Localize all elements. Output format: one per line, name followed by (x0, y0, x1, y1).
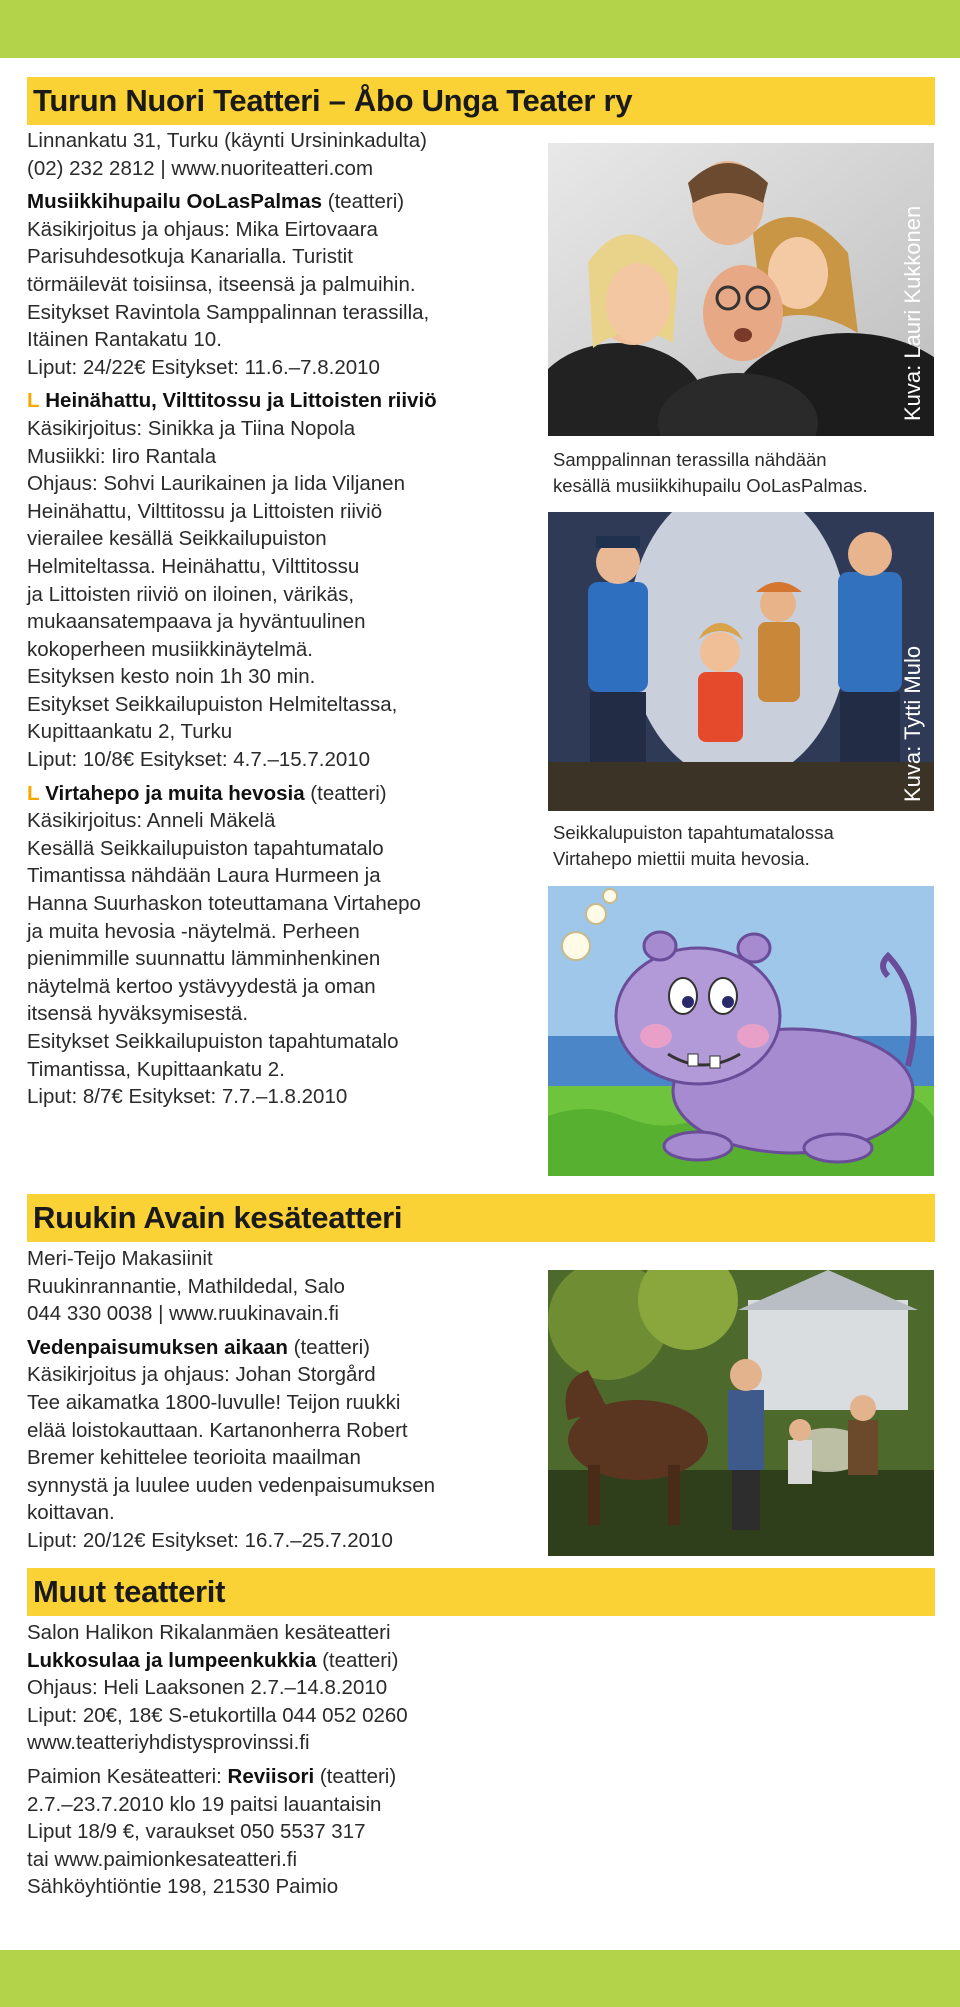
show1-line: Esitykset Ravintola Samppalinnan terassilla, (27, 300, 430, 324)
ruukin-line: 044 330 0038 | www.ruukinavain.fi (27, 1302, 339, 1326)
ruukin-show-line: Liput: 20/12€ Esitykset: 16.7.–25.7.2010 (27, 1528, 393, 1552)
entry1-title (27, 1647, 927, 1675)
entry1-name: Lukkosulaa ja lumpeenkukkia (27, 1648, 317, 1672)
show2-line: ja Littoisten riiviö on iloinen, värikäs, (27, 582, 355, 606)
ruukin-show-line: Bremer kehittelee teorioita maailman (27, 1446, 361, 1470)
photo-heinahattu (548, 512, 934, 811)
horse-scene-photo (548, 1270, 934, 1556)
photo2-caption (553, 820, 943, 872)
ruukin-show-line: synnystä ja luulee uuden vedenpaisumuksen (27, 1473, 435, 1497)
show1-line: Parisuhdesotkuja Kanarialla. Turistit (27, 245, 353, 269)
ruukin-show-line: elää loistokauttaan. Kartanonherra Robert (27, 1418, 408, 1442)
show1-line: Itäinen Rantakatu 10. (27, 328, 222, 352)
show1-type: (teatteri) (322, 190, 405, 214)
caption-line: Virtahepo miettii muita hevosia. (553, 848, 810, 869)
show3-line: Timantissa nähdään Laura Hurmeen ja (27, 864, 381, 888)
entry1-line: Liput: 20€, 18€ S-etukortilla 044 052 0260 (27, 1703, 408, 1727)
bottom-green-band (0, 1950, 960, 2007)
caption-line: Samppalinnan terassilla nähdään (553, 449, 827, 470)
entry2-name: Reviisori (227, 1764, 315, 1788)
l-marker: L (27, 781, 40, 805)
show3-line: näytelmä kertoo ystävyydestä ja oman (27, 974, 376, 998)
ruukin-line: Meri-Teijo Makasiinit (27, 1247, 213, 1270)
show2-line: mukaansatempaava ja hyväntuulinen (27, 610, 366, 634)
l-marker: L (27, 389, 40, 413)
photo-credit: Kuva: Lauri Kukkonen (900, 205, 925, 421)
entry1-line: Ohjaus: Heli Laaksonen 2.7.–14.8.2010 (27, 1676, 388, 1700)
show3-line: Esitykset Seikkailupuiston tapahtumatalo (27, 1030, 399, 1053)
photo-oolaspalmas (548, 143, 934, 436)
show2-line: Esitykset Seikkailupuiston Helmiteltassa, (27, 692, 398, 716)
show1-line: Käsikirjoitus ja ohjaus: Mika Eirtovaara (27, 217, 378, 241)
show2-line: Esityksen kesto noin 1h 30 min. (27, 665, 316, 689)
section-header-muut-teatterit: Muut teatterit (27, 1568, 935, 1616)
caption-line: kesällä musiikkihupailu OoLasPalmas. (553, 475, 868, 496)
show3-line: pienimmille suunnattu lämminhenkinen (27, 947, 381, 971)
horse-scene-icon (548, 1270, 934, 1556)
entry1-type: (teatteri) (316, 1648, 399, 1672)
hippo-illustration (548, 886, 934, 1176)
entry1-line: www.teatteriyhdistysprovinssi.fi (27, 1731, 310, 1755)
ruukin-show-name: Vedenpaisumuksen aikaan (27, 1335, 288, 1359)
show1-title (27, 188, 547, 216)
show3-line: itsensä hyväksymisestä. (27, 1002, 249, 1026)
actors-photo-illustration (548, 143, 934, 436)
contact-line: (02) 232 2812 | www.nuoriteatteri.com (27, 156, 374, 180)
entry1-intro: Salon Halikon Rikalanmäen kesäteatteri (27, 1621, 391, 1644)
show3-line: Liput: 8/7€ Esitykset: 7.7.–1.8.2010 (27, 1085, 348, 1109)
ruukin-show-line: koittavan. (27, 1501, 115, 1525)
ruukin-show-line: Käsikirjoitus ja ohjaus: Johan Storgård (27, 1363, 376, 1387)
show3-line: Hanna Suurhaskon toteuttamana Virtahepo (27, 892, 421, 916)
ruukin-show-title (27, 1334, 547, 1362)
show2-line: Ohjaus: Sohvi Laurikainen ja Iida Viljanen (27, 472, 405, 496)
show3-name: Virtahepo ja muita hevosia (45, 781, 305, 805)
entry2-title (27, 1763, 927, 1791)
heinahattu-photo-illustration (548, 512, 934, 811)
entry2-prefix: Paimion Kesäteatteri: (27, 1764, 228, 1788)
show2-line: Käsikirjoitus: Sinikka ja Tiina Nopola (27, 416, 356, 440)
show2-line: Kupittaankatu 2, Turku (27, 720, 233, 744)
show2-line: kokoperheen musiikkinäytelmä. (27, 637, 313, 661)
show2-line: Liput: 10/8€ Esitykset: 4.7.–15.7.2010 (27, 748, 371, 772)
ruukin-line: Ruukinrannantie, Mathildedal, Salo (27, 1274, 345, 1298)
entry2-line: tai www.paimionkesateatteri.fi (27, 1847, 298, 1871)
show2-line: Helmiteltassa. Heinähattu, Vilttitossu (27, 554, 360, 578)
caption-line: Seikkalupuiston tapahtumatalossa (553, 822, 834, 843)
section-header-nuori-teatteri: Turun Nuori Teatteri – Åbo Unga Teater ry (27, 77, 935, 125)
ruukin-show-line: Tee aikamatka 1800-luvulle! Teijon ruukki (27, 1390, 401, 1414)
hippo-icon (548, 886, 934, 1176)
muut-teatterit-text (27, 1619, 927, 1901)
show3-title (27, 780, 547, 808)
show3-line: Timantissa, Kupittaankatu 2. (27, 1057, 285, 1081)
show3-line: Käsikirjoitus: Anneli Mäkelä (27, 809, 276, 833)
top-green-band (0, 0, 960, 58)
photo-credit: Kuva: Tytti Mulo (900, 645, 925, 802)
show2-title (27, 387, 547, 415)
photo1-caption (553, 447, 943, 499)
show1-line: Liput: 24/22€ Esitykset: 11.6.–7.8.2010 (27, 355, 380, 379)
show1-line: törmäilevät toisiinsa, itseensä ja palmuihin. (27, 272, 416, 296)
show2-name: Heinähattu, Vilttitossu ja Littoisten riiviö (45, 389, 437, 413)
section-header-ruukin-avain: Ruukin Avain kesäteatteri (27, 1194, 935, 1242)
entry2-line: Sähköyhtiöntie 198, 21530 Paimio (27, 1875, 339, 1899)
nuori-teatteri-text (27, 127, 547, 1111)
show2-line: vierailee kesällä Seikkailupuiston (27, 527, 327, 551)
show3-line: ja muita hevosia -näytelmä. Perheen (27, 919, 360, 943)
show2-line: Heinähattu, Vilttitossu ja Littoisten riiviö (27, 499, 383, 523)
ruukin-avain-text (27, 1245, 547, 1555)
show1-name: Musiikkihupailu OoLasPalmas (27, 190, 323, 214)
show2-line: Musiikki: Iiro Rantala (27, 444, 217, 468)
entry2-line: 2.7.–23.7.2010 klo 19 paitsi lauantaisin (27, 1792, 382, 1816)
ruukin-show-type: (teatteri) (287, 1335, 370, 1359)
entry2-type: (teatteri) (314, 1764, 397, 1788)
show3-type: (teatteri) (304, 781, 387, 805)
show3-line: Kesällä Seikkailupuiston tapahtumatalo (27, 836, 384, 860)
entry2-line: Liput 18/9 €, varaukset 050 5537 317 (27, 1820, 366, 1844)
address-line: Linnankatu 31, Turku (käynti Ursininkadulta) (27, 129, 427, 152)
